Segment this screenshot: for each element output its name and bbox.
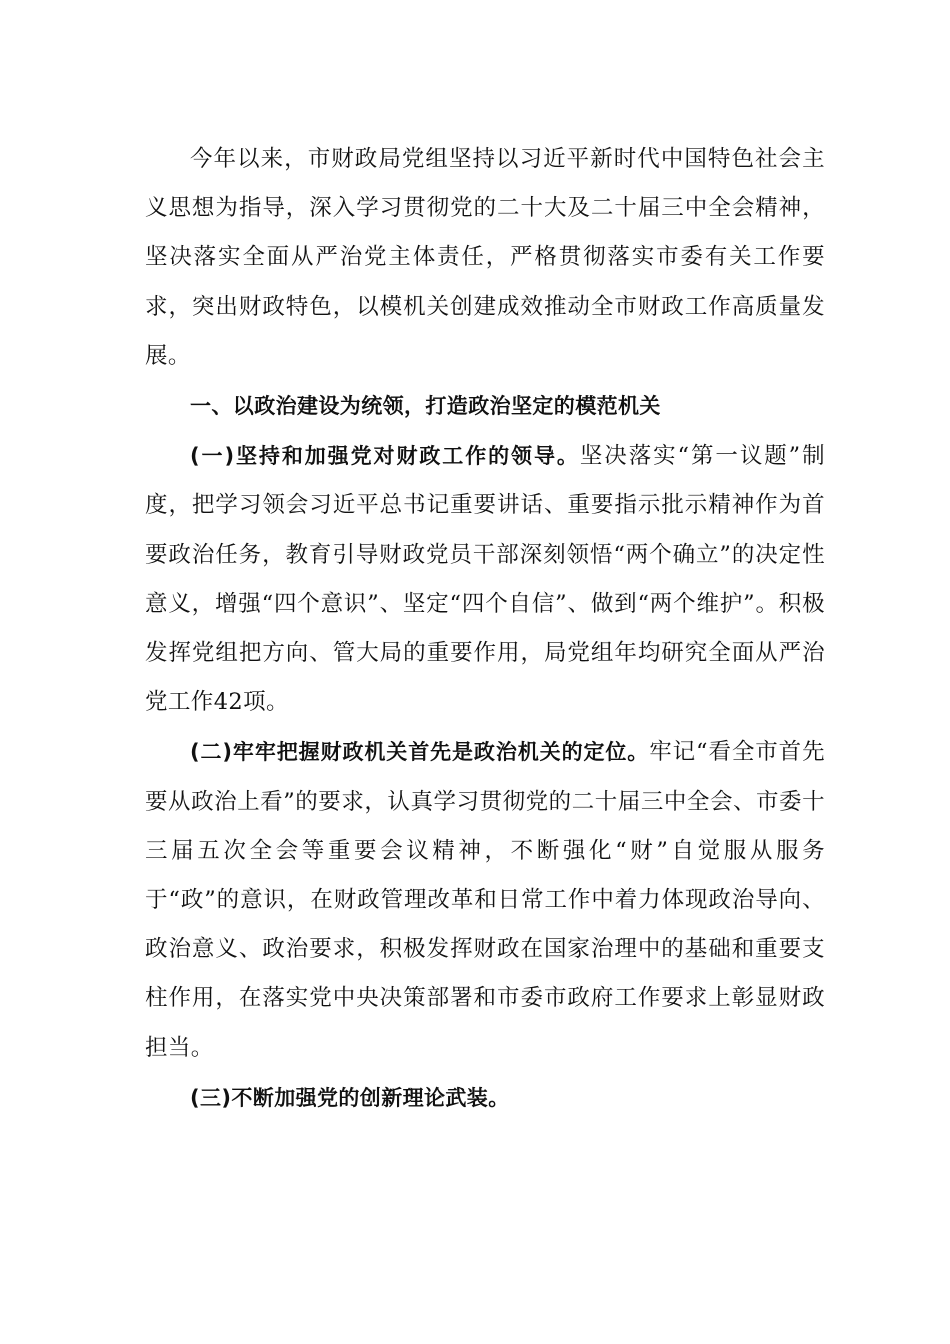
intro-paragraph — [145, 135, 825, 381]
section-heading-text: 一、以政治建设为统领，打造政治坚定的模范机关 — [190, 394, 661, 419]
intro-text: 今年以来，市财政局党组坚持以习近平新时代中国特色社会主义思想为指导，深入学习贯彻党的二十大及二十届三中全会精神，坚决落实全面从严治党主体责任，严格贯彻落实市委有关工作要求，突出财政特色，以模机关创建成效推动全市财政工作高质量发展。 — [145, 146, 825, 369]
item-lead-1: (一)坚持和加强党对财政工作的领导。 — [190, 444, 580, 469]
item-lead-3: (三)不断加强党的创新理论武装。 — [190, 1085, 510, 1110]
document-body — [145, 135, 825, 1124]
item-paragraph-3 — [145, 1074, 825, 1123]
item-paragraph-2 — [145, 728, 825, 1072]
section-heading — [145, 382, 825, 431]
item-text-1: 坚决落实“第一议题”制度，把学习领会习近平总书记重要讲话、重要指示批示精神作为首要政治任务，教育引导财政党员干部深刻领悟“两个确立”的决定性意义，增强“四个意识”、坚定“四个自信”、做到“两个维护”。积极发挥党组把方向、管大局的重要作用，局党组年均研究全面从严治党工作42项。 — [145, 443, 825, 716]
item-text-2: 牢记“看全市首先要从政治上看”的要求，认真学习贯彻党的二十届三中全会、市委十三届五次全会等重要会议精神，不断强化“财”自觉服从服务于“政”的意识，在财政管理改革和日常工作中着力体现政治导向、政治意义、政治要求，积极发挥财政在国家治理中的基础和重要支柱作用，在落实党中央决策部署和市委市政府工作要求上彰显财政担当。 — [145, 739, 825, 1061]
item-paragraph-1 — [145, 432, 825, 727]
item-lead-2: (二)牢牢把握财政机关首先是政治机关的定位。 — [190, 740, 650, 765]
